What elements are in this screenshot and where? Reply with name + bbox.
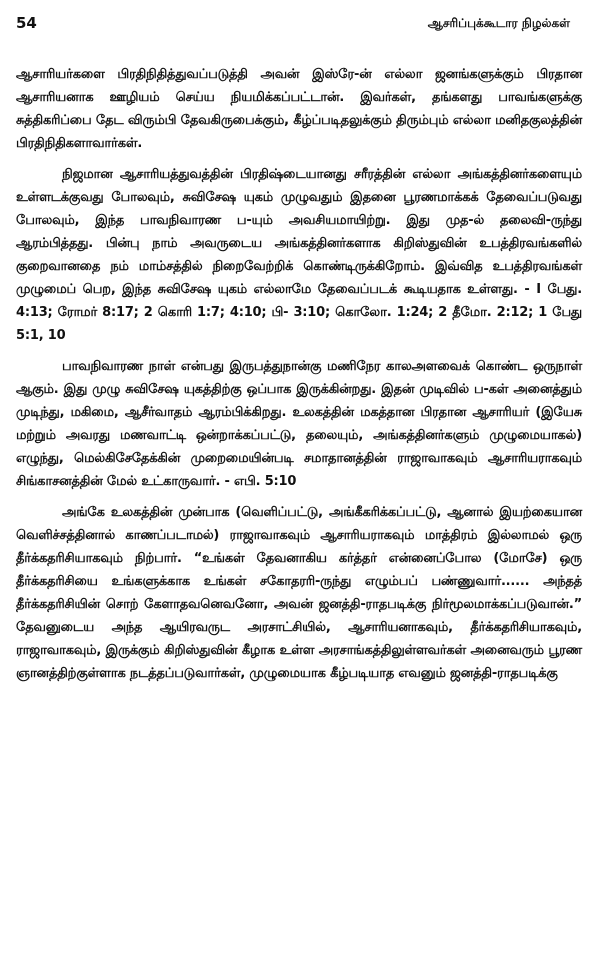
paragraph-4: அங்கே உலகத்தின் முன்பாக (வெளிப்பட்டு, அங்கீகரிக்கப்பட்டு, ஆனால் இயற்கையான வெளிச்சத்தினால் காணப்படாமல்) ராஜாவாகவும் ஆசாரியராகவும் மாத்திரம் இல்லாமல் ஒரு தீர்க்கதரிசியாகவும் நிற்பார். “உங்கள் தேவனாகிய கர்த்தர் என்னைப்போல (மோசே) ஒரு தீர்க்கதரிசியை உங்களுக்காக உங்கள் சகோதரரி-ருந்து எழும்பப் பண்ணுவார்...... அந்தத் தீர்க்கதரிசியின் சொற் கேளாதவனெவனோ, அவன் ஜனத்தி-ராதபடிக்கு நிர்மூலமாக்கப்படுவான்.” தேவனுடைய அந்த ஆயிரவருட அரசாட்சியில், ஆசாரியனாகவும், தீர்க்கதரிசியாகவும், ராஜாவாகவும், இருக்கும் கிறிஸ்துவின் கீழாக உள்ள அரசாங்கத்திலுள்ளவர்கள் அனைவரும் பூரண ஞானத்திற்குள்ளாக நடத்தப்படுவார்கள், முழுமையாக கீழ்படியாத எவனும் ஜனத்தி-ராதபடிக்கு	[16, 505, 582, 681]
paragraph-1: ஆசாரியர்களை பிரதிநிதித்துவப்படுத்தி அவன் இஸ்ரே-ன் எல்லா ஜனங்களுக்கும் பிரதான ஆசாரியனாக ஊழியம் செய்ய நியமிக்கப்பட்டான். இவர்கள், தங்களது பாவங்களுக்கு சுத்திகரிப்பை தேட விரும்பி தேவகிருபைக்கும், கீழ்ப்படிதலுக்கும் திரும்பும் எல்லா மனிதகுலத்தின் பிரதிநிதிகளாவார்கள்.	[16, 67, 582, 151]
paragraph-3: பாவநிவாரண நாள் என்பது இருபத்துநான்கு மணிநேர காலஅளவைக் கொண்ட ஒருநாள் ஆகும். இது முழு சுவிசேஷ யுகத்திற்கு ஒப்பாக இருக்கின்றது. இதன் முடிவில் ப-கள் அனைத்தும் முடிந்து, மகிமை, ஆசீர்வாதம் ஆரம்பிக்கிறது. உலகத்தின் மகத்தான பிரதான ஆசாரியர் (இயேசு மற்றும் அவரது மணவாட்டி ஒன்றாக்கப்பட்டு, தலையும், அங்கத்தினர்களும் முழுமையாகல்) எழுந்து, மெல்கிசேதேக்கின் முறைமையின்படி சமாதானத்தின் ராஜாவாகவும் ஆசாரியராகவும் சிங்காசனத்தின் மேல் உட்காருவார். - எபி. 5:10	[16, 359, 582, 489]
running-head: ஆசரிப்புக்கூடார நிழல்கள்	[427, 16, 570, 30]
page-header	[0, 0, 600, 50]
page-body	[16, 63, 582, 693]
page-number: 54	[16, 14, 37, 32]
paragraph-2: நிஜமான ஆசாரியத்துவத்தின் பிரதிஷ்டையானது சரீரத்தின் எல்லா அங்கத்தினர்களையும் உள்ளடக்குவது போலவும், சுவிசேஷ யுகம் முழுவதும் இதனை பூரணமாக்கக் தேவைப்படுவது போலவும், இந்த பாவநிவாரண ப-யும் அவசியமாயிற்று. இது முத-ல் தலைவி-ருந்து ஆரம்பித்தது. பின்பு நாம் அவருடைய அங்கத்தினர்களாக கிறிஸ்துவின் உபத்திரவங்களில் குறைவானதை நம் மாம்சத்தில் நிறைவேற்றிக் கொண்டிருக்கிறோம். இவ்வித உபத்திரவங்கள் முழுமைப் பெற, இந்த சுவிசேஷ யுகம் எல்லாமே தேவைப்படக் கூடியதாக உள்ளது. - I பேது. 4:13; ரோமர் 8:17; 2 கொரி 1:7; 4:10; பி- 3:10; கொலோ. 1:24; 2 தீமோ. 2:12; 1 பேது 5:1, 10	[16, 167, 582, 343]
